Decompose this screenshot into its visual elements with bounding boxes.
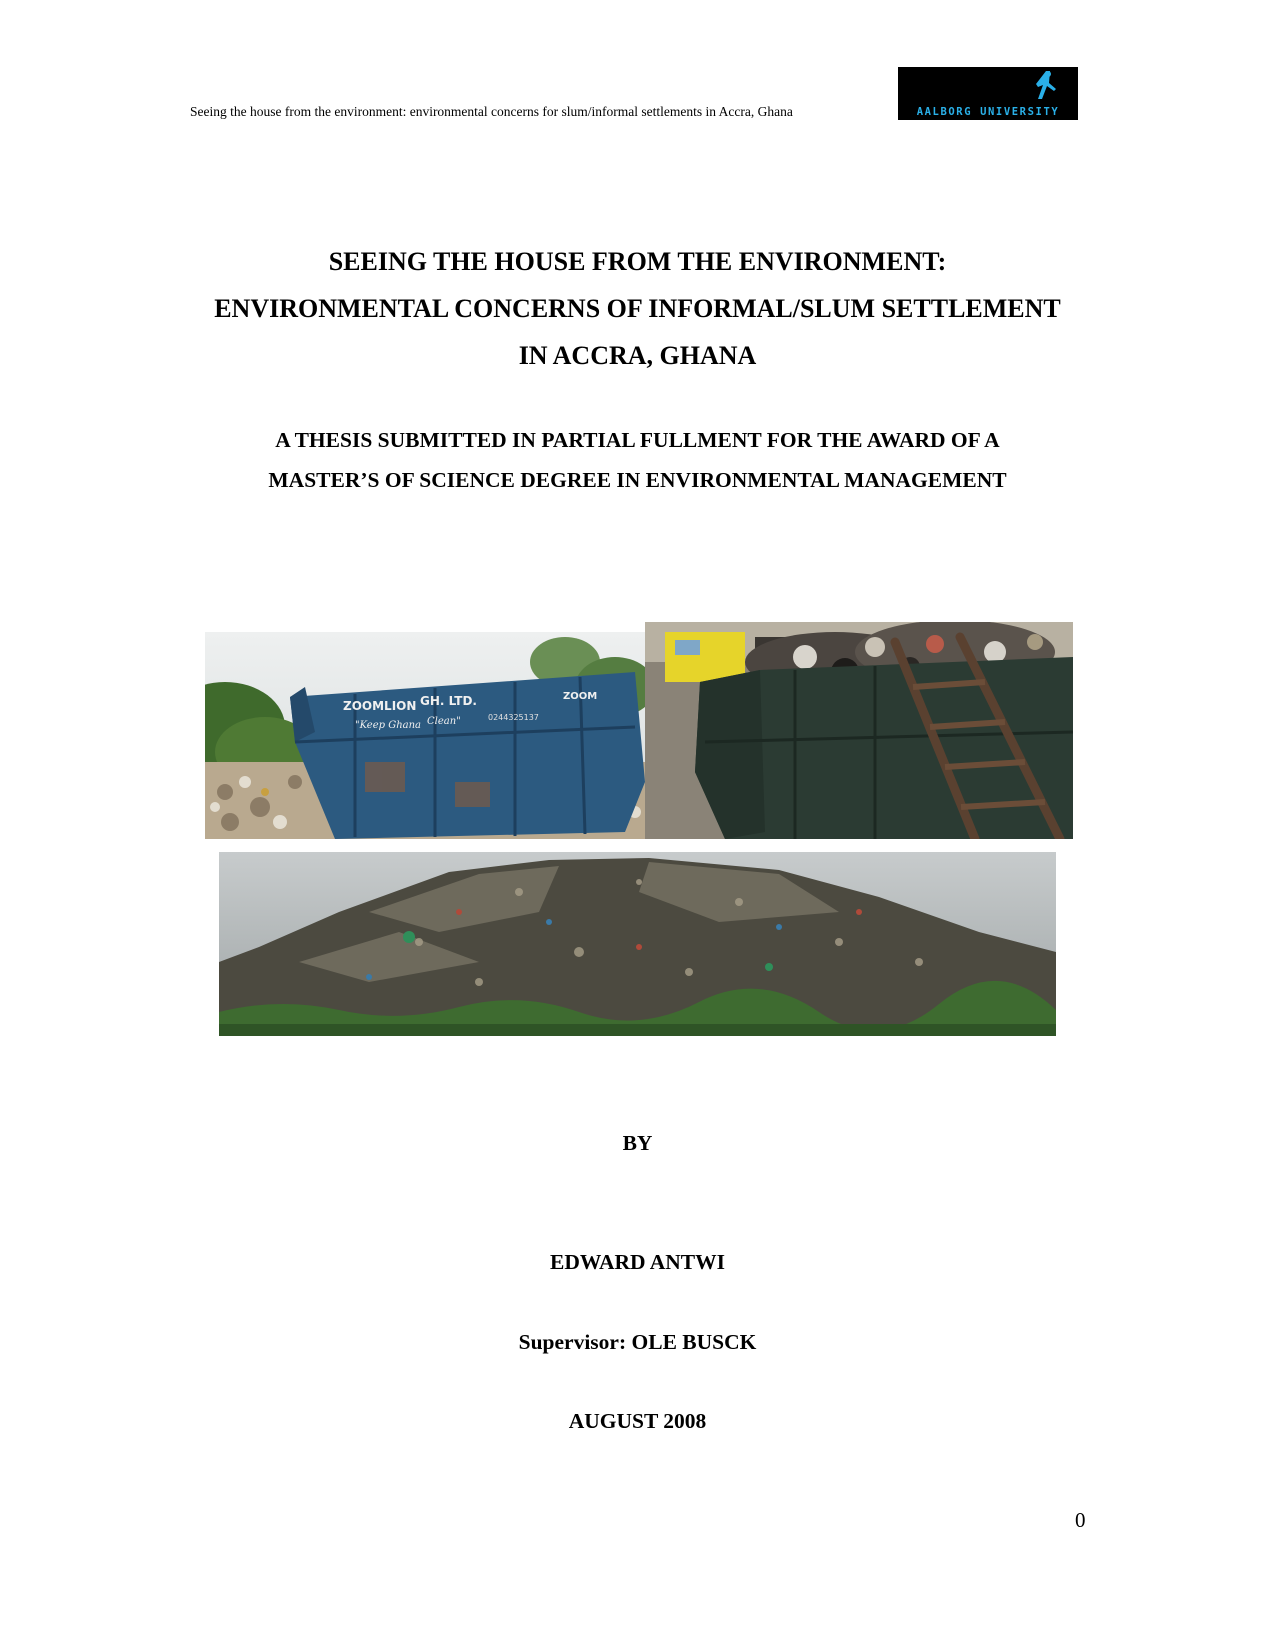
by-label: BY <box>622 1131 653 1155</box>
title-line: IN ACCRA, GHANA <box>518 341 757 370</box>
page-number: 0 <box>1075 1508 1086 1532</box>
university-logo <box>898 67 1078 120</box>
subtitle-line: MASTER’S OF SCIENCE DEGREE IN ENVIRONMENTAL MANAGEMENT <box>268 468 1007 492</box>
running-header: Seeing the house from the environment: environmental concerns for slum/informal settlements in Accra, Ghana <box>190 104 793 119</box>
supervisor: Supervisor: OLE BUSCK <box>518 1330 757 1354</box>
subtitle-line: A THESIS SUBMITTED IN PARTIAL FULLMENT FOR THE AWARD OF A <box>275 428 1000 452</box>
thesis-subtitle <box>0 420 1275 500</box>
thesis-title <box>0 238 1275 379</box>
photo-blue-container <box>205 632 645 839</box>
container-company-text: ZOOMLION <box>343 699 417 713</box>
submission-date: AUGUST 2008 <box>568 1409 707 1433</box>
photo-green-container <box>645 622 1073 839</box>
container-phone-text: 0244325137 <box>488 713 539 722</box>
container-slogan-left-text: "Keep Ghana <box>355 720 422 731</box>
container-slogan-right-text: Clean" <box>427 716 461 727</box>
author-name: EDWARD ANTWI <box>549 1250 725 1274</box>
logo-text: AALBORG UNIVERSITY <box>916 106 1060 118</box>
title-line: SEEING THE HOUSE FROM THE ENVIRONMENT: <box>328 247 947 276</box>
container-side-text: ZOOM <box>563 691 598 702</box>
logo-emblem-icon <box>1032 69 1058 105</box>
container-company-suffix-text: GH. LTD. <box>420 694 477 708</box>
photo-landfill-mound <box>219 852 1056 1036</box>
title-line: ENVIRONMENTAL CONCERNS OF INFORMAL/SLUM SETTLEMENT <box>214 294 1061 323</box>
